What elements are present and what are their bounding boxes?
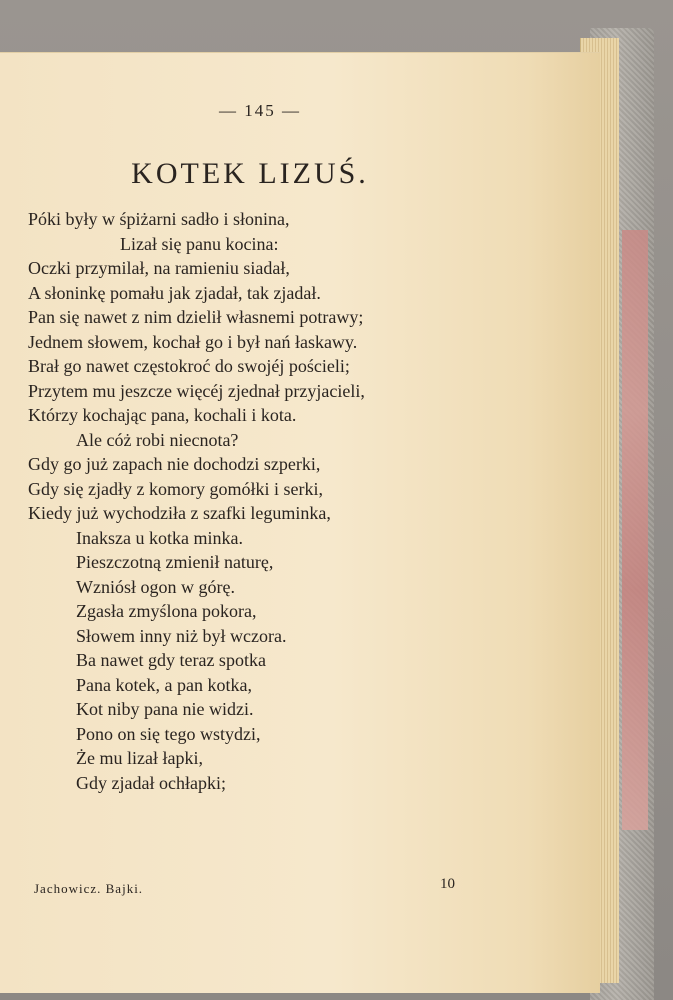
poem-line: Oczki przymilał, na ramieniu siadał,	[28, 258, 290, 278]
poem-line: Jednem słowem, kochał go i był nań łaskawy.	[28, 331, 358, 352]
footer-sheet-number: 10	[440, 876, 455, 892]
poem-line: Inaksza u kotka minka.	[76, 527, 243, 548]
poem-title: KOTEK LIZUŚ.	[131, 157, 369, 190]
cover-red-stripe	[622, 230, 648, 830]
poem-line: A słoninkę pomału jak zjadał, tak zjadał.	[28, 282, 321, 303]
poem-body	[28, 207, 573, 795]
poem-line: Kiedy już wychodziła z szafki leguminka,	[28, 503, 331, 523]
poem-line: Pana kotek, a pan kotka,	[76, 674, 252, 695]
poem-line: Pieszczotną zmienił naturę,	[76, 552, 274, 572]
poem-line: Wzniósł ogon w górę.	[76, 576, 235, 597]
poem-line: Pono on się tego wstydzi,	[76, 723, 261, 744]
poem-line: Brał go nawet częstokroć do swojéj pościeli;	[28, 356, 350, 376]
poem-line: Ale cóż robi niecnota?	[76, 429, 239, 450]
poem-line: Gdy się zjadły z komory gomółki i serki,	[28, 478, 323, 499]
poem-line: Kot niby pana nie widzi.	[76, 699, 254, 719]
footer-signature: Jachowicz. Bajki.	[34, 881, 144, 896]
poem-line: Gdy go już zapach nie dochodzi szperki,	[28, 454, 321, 474]
poem-line: Że mu lizał łapki,	[76, 748, 203, 768]
poem-line: Gdy zjadał ochłapki;	[76, 772, 226, 793]
poem-line: Słowem inny niż był wczora.	[76, 625, 287, 646]
poem-line: Ba nawet gdy teraz spotka	[76, 650, 266, 670]
poem-line: Pan się nawet z nim dzielił własnemi potrawy;	[28, 307, 364, 327]
poem-line: Przytem mu jeszcze więcéj zjednał przyjacieli,	[28, 380, 365, 401]
poem-line: Póki były w śpiżarni sadło i słonina,	[28, 209, 290, 229]
poem-line: Zgasła zmyślona pokora,	[76, 601, 257, 621]
poem-line: Którzy kochając pana, kochali i kota.	[28, 405, 297, 425]
book-page	[0, 52, 600, 993]
poem-line: Lizał się panu kocina:	[120, 233, 279, 254]
page-number: — 145 —	[219, 101, 301, 120]
